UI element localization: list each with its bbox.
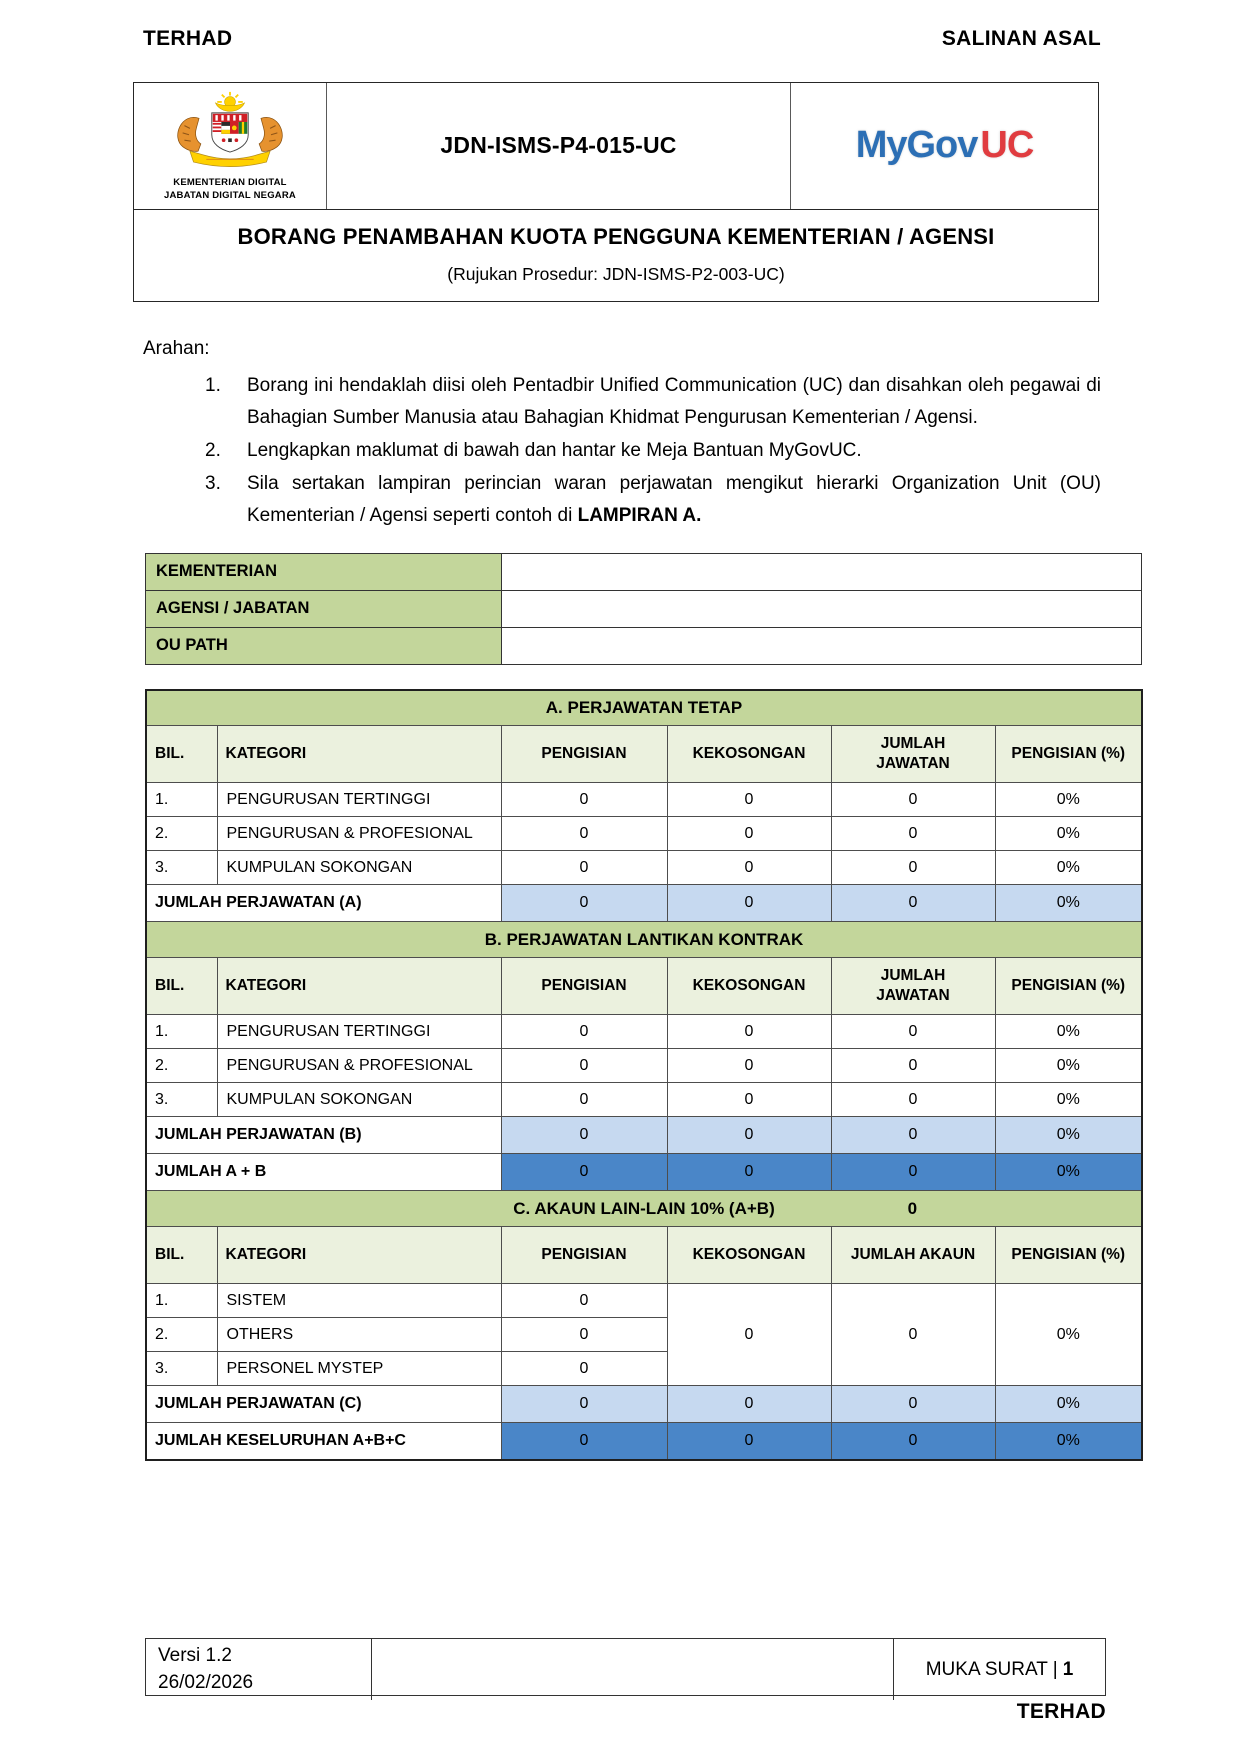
org-field-value-kementerian[interactable] [502, 553, 1142, 590]
jumlah-jawatan-header-cell: JUMLAH JAWATAN [831, 958, 995, 1015]
pengisian-pct-cell: 0% [995, 1015, 1142, 1049]
classification-top-left: TERHAD [143, 27, 233, 50]
subtotal-value: 0% [995, 1117, 1142, 1154]
grand-total-value: 0 [831, 1423, 995, 1460]
grand-total-value: 0 [501, 1423, 667, 1460]
kategori-cell: KUMPULAN SOKONGAN [217, 851, 501, 885]
subtotal-value: 0 [831, 1386, 995, 1423]
jumlah-cell: 0 [831, 851, 995, 885]
pengisian-pct-header-cell: PENGISIAN (%) [995, 1227, 1142, 1284]
instruction-number: 2. [205, 439, 221, 461]
section-c-quota-value: 0 [907, 1198, 918, 1218]
bil-cell: 3. [146, 1352, 217, 1386]
kategori-header-cell: KATEGORI [217, 1227, 501, 1284]
jata-negara-crest [166, 91, 294, 173]
instructions-section [143, 338, 1101, 533]
table-row [146, 1015, 1142, 1049]
version-cell [146, 1639, 372, 1700]
kekosongan-cell: 0 [667, 783, 831, 817]
footer-empty-cell [372, 1639, 894, 1700]
kekosongan-merged-cell: 0 [667, 1284, 831, 1386]
kekosongan-cell: 0 [667, 1015, 831, 1049]
kategori-cell: PERSONEL MYSTEP [217, 1352, 501, 1386]
agency-logo-cell [134, 83, 326, 209]
kategori-header-cell: KATEGORI [217, 726, 501, 783]
bil-cell: 1. [146, 1015, 217, 1049]
bil-cell: 1. [146, 783, 217, 817]
total-value: 0% [995, 1154, 1142, 1191]
pengisian-header-cell: PENGISIAN [501, 726, 667, 783]
page-footer-table [145, 1638, 1106, 1696]
kategori-cell: PENGURUSAN & PROFESIONAL [217, 817, 501, 851]
subtotal-row-c [146, 1386, 1142, 1423]
jumlah-akaun-merged-cell: 0 [831, 1284, 995, 1386]
org-field-row [146, 627, 1142, 664]
jumlah-jawatan-header-cell: JUMLAH JAWATAN [831, 726, 995, 783]
version-label: Versi 1.2 [158, 1645, 232, 1666]
agency-name-line2: JABATAN DIGITAL NEGARA [164, 190, 296, 202]
jumlah-cell: 0 [831, 817, 995, 851]
kekosongan-cell: 0 [667, 851, 831, 885]
classification-bottom: TERHAD [1016, 1700, 1106, 1723]
pengisian-cell: 0 [501, 1318, 667, 1352]
grand-total-value: 0% [995, 1423, 1142, 1460]
jumlah-cell: 0 [831, 1015, 995, 1049]
section-a-header-row [146, 690, 1142, 726]
subtotal-value: 0 [501, 885, 667, 922]
bil-cell: 2. [146, 1049, 217, 1083]
kategori-cell: SISTEM [217, 1284, 501, 1318]
org-field-label-kementerian: KEMENTERIAN [146, 553, 502, 590]
document-header-box [133, 82, 1099, 302]
instruction-bold-reference: LAMPIRAN A. [577, 505, 702, 527]
document-code: JDN-ISMS-P4-015-UC [326, 83, 790, 209]
kekosongan-header-cell: KEKOSONGAN [667, 726, 831, 783]
mygovuc-logo-gov: Gov [906, 124, 978, 167]
mygovuc-logo-uc: UC [980, 124, 1034, 167]
instruction-number: 3. [205, 472, 221, 494]
subtotal-value: 0 [501, 1117, 667, 1154]
subtotal-value: 0 [501, 1386, 667, 1423]
page-number-cell [894, 1639, 1105, 1700]
pengisian-cell: 0 [501, 817, 667, 851]
section-a-title: A. PERJAWATAN TETAP [146, 690, 1142, 726]
section-c-title-cell [146, 1191, 1142, 1227]
instruction-item [143, 370, 1101, 435]
instruction-number: 1. [205, 374, 221, 396]
bil-cell: 2. [146, 817, 217, 851]
pengisian-pct-merged-cell: 0% [995, 1284, 1142, 1386]
section-c-column-headers [146, 1227, 1142, 1284]
section-b-column-headers [146, 958, 1142, 1015]
instructions-list [143, 370, 1101, 533]
org-field-value-agensi[interactable] [502, 590, 1142, 627]
pengisian-cell: 0 [501, 1352, 667, 1386]
pengisian-pct-header-cell: PENGISIAN (%) [995, 726, 1142, 783]
bil-header-cell: BIL. [146, 958, 217, 1015]
instruction-text: Lengkapkan maklumat di bawah dan hantar ke Meja Bantuan MyGovUC. [247, 439, 862, 461]
pengisian-pct-cell: 0% [995, 1083, 1142, 1117]
agency-name-line1: KEMENTERIAN DIGITAL [173, 177, 287, 188]
jumlah-cell: 0 [831, 1083, 995, 1117]
pengisian-pct-cell: 0% [995, 817, 1142, 851]
instructions-label: Arahan: [143, 337, 210, 359]
form-title: BORANG PENAMBAHAN KUOTA PENGGUNA KEMENTERIAN / AGENSI [237, 223, 995, 249]
bil-cell: 2. [146, 1318, 217, 1352]
kategori-cell: PENGURUSAN TERTINGGI [217, 783, 501, 817]
pengisian-pct-cell: 0% [995, 851, 1142, 885]
jumlah-cell: 0 [831, 783, 995, 817]
org-field-value-ou-path[interactable] [502, 627, 1142, 664]
instruction-text: Sila sertakan lampiran perincian waran perjawatan mengikut hierarki Organization Unit (OU) Kementerian / Agensi seperti contoh di LAMPIRAN A. [247, 472, 1101, 527]
bil-cell: 3. [146, 1083, 217, 1117]
instruction-item [143, 468, 1101, 533]
organization-fields-table [145, 553, 1142, 665]
org-field-label-ou-path: OU PATH [146, 627, 502, 664]
kekosongan-cell: 0 [667, 1083, 831, 1117]
kekosongan-header-cell: KEKOSONGAN [667, 958, 831, 1015]
form-title-block [134, 210, 1098, 301]
total-row-a-plus-b [146, 1154, 1142, 1191]
kekosongan-header-cell: KEKOSONGAN [667, 1227, 831, 1284]
subtotal-label: JUMLAH PERJAWATAN (C) [146, 1386, 501, 1423]
kategori-cell: PENGURUSAN & PROFESIONAL [217, 1049, 501, 1083]
subtotal-value: 0 [831, 885, 995, 922]
table-row [146, 1284, 1142, 1318]
pengisian-cell: 0 [501, 851, 667, 885]
form-subtitle: (Rujukan Prosedur: JDN-ISMS-P2-003-UC) [447, 263, 785, 284]
pengisian-cell: 0 [501, 1015, 667, 1049]
page-number-label: MUKA SURAT | [925, 1658, 1058, 1680]
version-date: 26/02/2026 [158, 1671, 254, 1693]
subtotal-row-b [146, 1117, 1142, 1154]
kategori-cell: OTHERS [217, 1318, 501, 1352]
header-row [134, 83, 1098, 210]
page-number: 1 [1062, 1658, 1074, 1680]
table-row [146, 783, 1142, 817]
pengisian-pct-header-cell: PENGISIAN (%) [995, 958, 1142, 1015]
quota-table [145, 689, 1143, 1461]
pengisian-cell: 0 [501, 1284, 667, 1318]
copy-type-label: SALINAN ASAL [941, 27, 1101, 50]
kategori-cell: PENGURUSAN TERTINGGI [217, 1015, 501, 1049]
grand-total-value: 0 [667, 1423, 831, 1460]
pengisian-header-cell: PENGISIAN [501, 1227, 667, 1284]
pengisian-cell: 0 [501, 1049, 667, 1083]
bil-header-cell: BIL. [146, 726, 217, 783]
table-row [146, 1083, 1142, 1117]
total-value: 0 [831, 1154, 995, 1191]
grand-total-row [146, 1423, 1142, 1460]
table-row [146, 817, 1142, 851]
subtotal-value: 0 [667, 1386, 831, 1423]
kekosongan-cell: 0 [667, 1049, 831, 1083]
classification-bar [0, 0, 1241, 51]
org-field-row [146, 590, 1142, 627]
subtotal-value: 0 [831, 1117, 995, 1154]
agency-name [164, 176, 296, 203]
kategori-cell: KUMPULAN SOKONGAN [217, 1083, 501, 1117]
instruction-text: Borang ini hendaklah diisi oleh Pentadbir Unified Communication (UC) dan disahkan oleh pegawai di Bahagian Sumber Manusia atau Bahagian Khidmat Pengurusan Kementerian / Agensi. [247, 374, 1101, 429]
total-value: 0 [501, 1154, 667, 1191]
jumlah-cell: 0 [831, 1049, 995, 1083]
bil-cell: 3. [146, 851, 217, 885]
section-c-header-row [146, 1191, 1142, 1227]
kekosongan-cell: 0 [667, 817, 831, 851]
bil-cell: 1. [146, 1284, 217, 1318]
jumlah-akaun-header-cell: JUMLAH AKAUN [831, 1227, 995, 1284]
table-row [146, 1049, 1142, 1083]
section-b-title: B. PERJAWATAN LANTIKAN KONTRAK [146, 922, 1142, 958]
subtotal-label: JUMLAH PERJAWATAN (A) [146, 885, 501, 922]
pengisian-header-cell: PENGISIAN [501, 958, 667, 1015]
total-label: JUMLAH A + B [146, 1154, 501, 1191]
pengisian-cell: 0 [501, 1083, 667, 1117]
grand-total-label: JUMLAH KESELURUHAN A+B+C [146, 1423, 501, 1460]
subtotal-label: JUMLAH PERJAWATAN (B) [146, 1117, 501, 1154]
org-field-row [146, 553, 1142, 590]
total-value: 0 [667, 1154, 831, 1191]
section-b-header-row [146, 922, 1142, 958]
mygovuc-logo [790, 83, 1098, 209]
mygovuc-logo-my: My [855, 124, 907, 167]
pengisian-pct-cell: 0% [995, 783, 1142, 817]
pengisian-cell: 0 [501, 783, 667, 817]
subtotal-value: 0 [667, 885, 831, 922]
org-field-label-agensi: AGENSI / JABATAN [146, 590, 502, 627]
subtotal-row-a [146, 885, 1142, 922]
kategori-header-cell: KATEGORI [217, 958, 501, 1015]
section-c-title: C. AKAUN LAIN-LAIN 10% (A+B) [513, 1198, 775, 1218]
pengisian-pct-cell: 0% [995, 1049, 1142, 1083]
subtotal-value: 0 [667, 1117, 831, 1154]
section-a-column-headers [146, 726, 1142, 783]
bil-header-cell: BIL. [146, 1227, 217, 1284]
subtotal-value: 0% [995, 1386, 1142, 1423]
instruction-item [143, 435, 1101, 468]
table-row [146, 851, 1142, 885]
subtotal-value: 0% [995, 885, 1142, 922]
